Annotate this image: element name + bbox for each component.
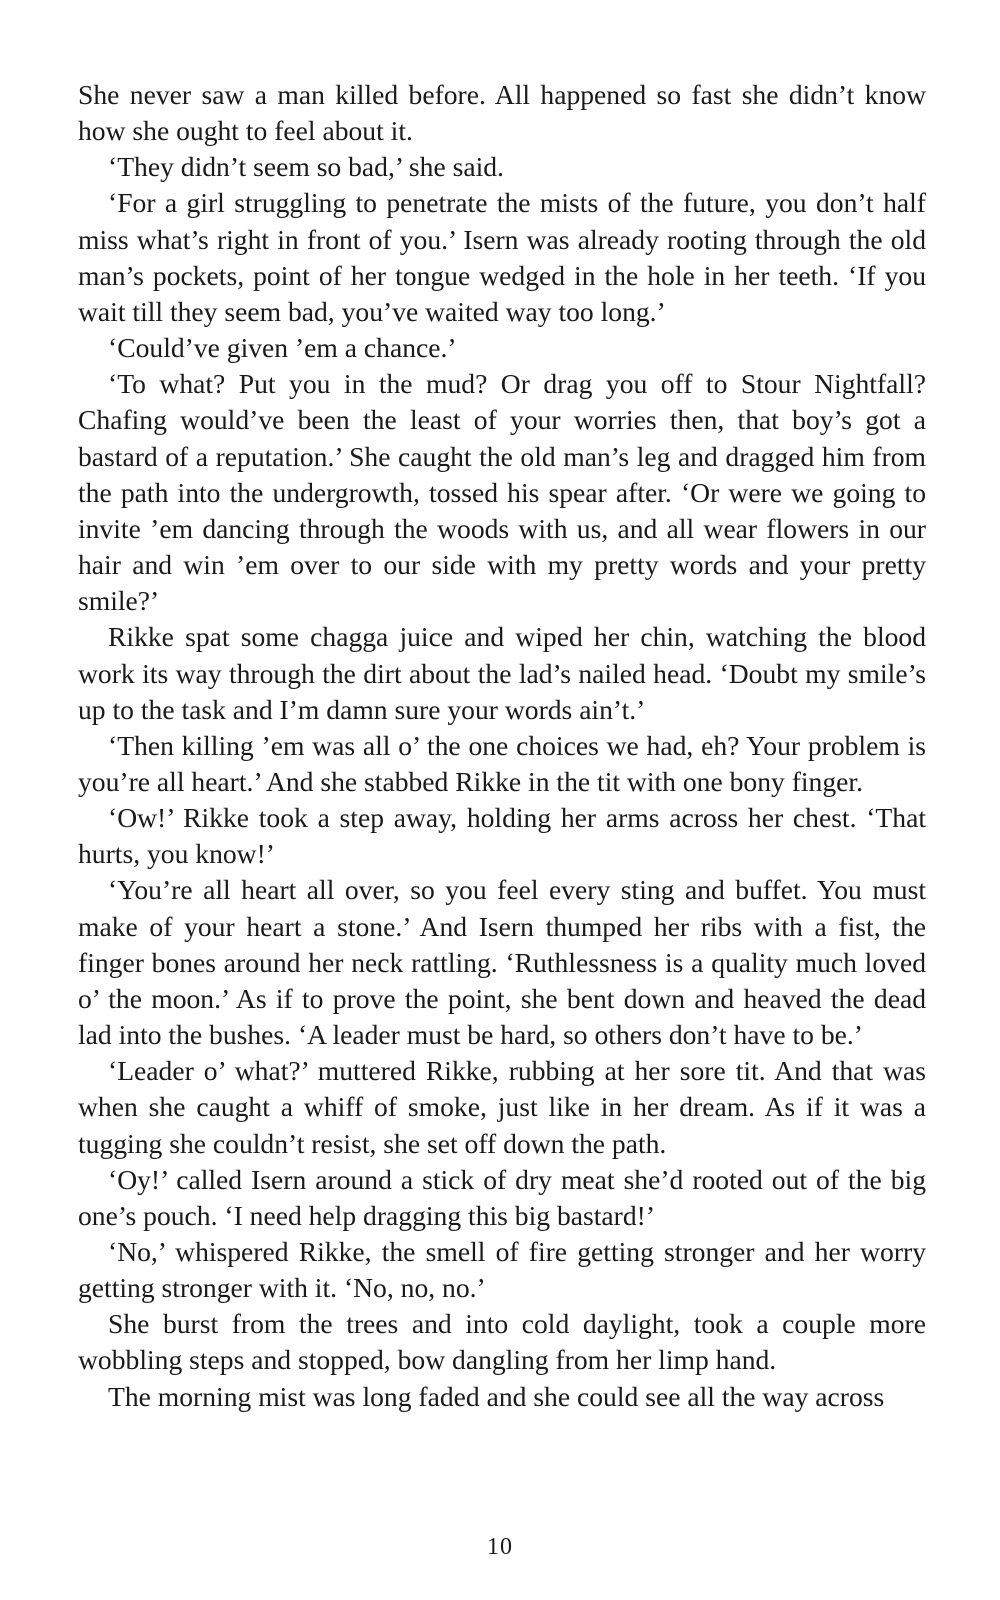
paragraph: ‘They didn’t seem so bad,’ she said.: [108, 151, 504, 183]
paragraph: ‘Then killing ’em was all o’ the one choices we had, eh? Your problem is you’re all heart.’ And she stabbed Rikke in the tit with one bony finger.: [78, 729, 926, 797]
paragraph: ‘For a girl struggling to penetrate the mists of the future, you don’t half miss what’s right in front of you.’ Isern was already rooting through the old man’s pockets, point of her tongue wedged in the hole in her teeth. ‘If you wait till they seem bad, you’ve waited way too long.’: [78, 187, 926, 327]
paragraph: ‘No,’ whispered Rikke, the smell of fire getting stronger and her worry getting stronger with it. ‘No, no, no.’: [78, 1236, 926, 1304]
paragraph: ‘Leader o’ what?’ muttered Rikke, rubbing at her sore tit. And that was when she caught a whiff of smoke, just like in her dream. As if it was a tugging she couldn’t resist, she set off down the path.: [78, 1055, 926, 1159]
paragraph: ‘Ow!’ Rikke took a step away, holding her arms across her chest. ‘That hurts, you know!’: [78, 802, 926, 870]
paragraph: She burst from the trees and into cold daylight, took a couple more wobbling steps and stopped, bow dangling from her limp hand.: [78, 1308, 926, 1376]
paragraph: ‘Oy!’ called Isern around a stick of dry meat she’d rooted out of the big one’s pouch. ‘I need help dragging this big bastard!’: [78, 1163, 926, 1231]
paragraph: The morning mist was long faded and she could see all the way across: [108, 1380, 885, 1412]
paragraph: She never saw a man killed before. All happened so fast she didn’t know how she ought to feel about it.: [78, 79, 926, 147]
body-text: [78, 77, 926, 1415]
paragraph: ‘You’re all heart all over, so you feel every sting and buffet. You must make of your heart a stone.’ And Isern thumped her ribs with a fist, the finger bones around her neck rattling. ‘Ruthlessness is a quality much loved o’ the moon.’ As if to prove the point, she bent down and heaved the dead lad into the bushes. ‘A leader must be hard, so others don’t have to be.’: [78, 874, 926, 1051]
page-number: 10: [487, 1534, 513, 1560]
paragraph: ‘Could’ve given ’em a chance.’: [108, 332, 457, 364]
paragraph: Rikke spat some chagga juice and wiped her chin, watching the blood work its way through the dirt about the lad’s nailed head. ‘Doubt my smile’s up to the task and I’m damn sure your words ain’t.’: [78, 621, 926, 725]
paragraph: ‘To what? Put you in the mud? Or drag you off to Stour Nightfall? Chafing would’ve been the least of your worries then, that boy’s got a bastard of a reputation.’ She caught the old man’s leg and dragged him from the path into the undergrowth, tossed his spear after. ‘Or were we going to invite ’em dancing through the woods with us, and all wear flowers in our hair and win ’em over to our side with my pretty words and your pretty smile?’: [78, 368, 926, 617]
